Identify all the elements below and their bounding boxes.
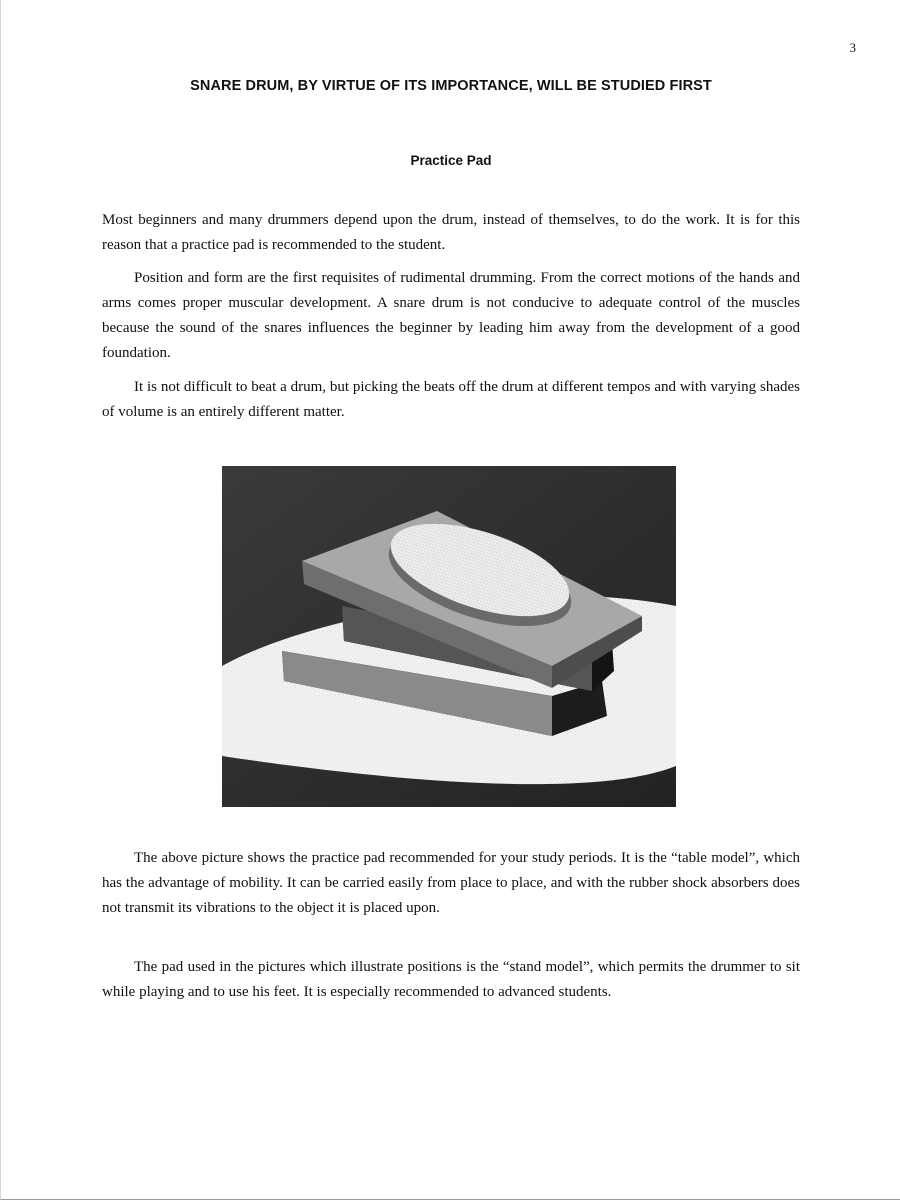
paragraph: Position and form are the first requisites of rudimental drumming. From the correct motions of the hands and arms comes proper muscular development. A snare drum is not conducive to adequate control of the muscles because the sound of the snares influences the beginner by leading him away from the development of a good foundation. xyxy=(102,270,800,361)
practice-pad-photo xyxy=(222,466,676,807)
page-heading: SNARE DRUM, BY VIRTUE OF ITS IMPORTANCE, WILL BE STUDIED FIRST xyxy=(190,78,712,94)
paragraph: The above picture shows the practice pad recommended for your study periods. It is the “table model”, which has the advantage of mobility. It can be carried easily from place to place, and with the rubber shock absorbers does not transmit its vibrations to the object it is placed upon. xyxy=(102,850,800,916)
page-number: 3 xyxy=(849,40,856,55)
section-title: Practice Pad xyxy=(410,153,492,168)
paragraph: Most beginners and many drummers depend upon the drum, instead of themselves, to do the work. It is for this reason that a practice pad is recommended to the student. xyxy=(102,212,800,253)
paragraph: The pad used in the pictures which illustrate positions is the “stand model”, which permits the drummer to sit while playing and to use his feet. It is especially recommended to advanced students. xyxy=(102,959,800,1000)
paragraph: It is not difficult to beat a drum, but picking the beats off the drum at different tempos and with varying shades of volume is an entirely different matter. xyxy=(102,379,800,420)
